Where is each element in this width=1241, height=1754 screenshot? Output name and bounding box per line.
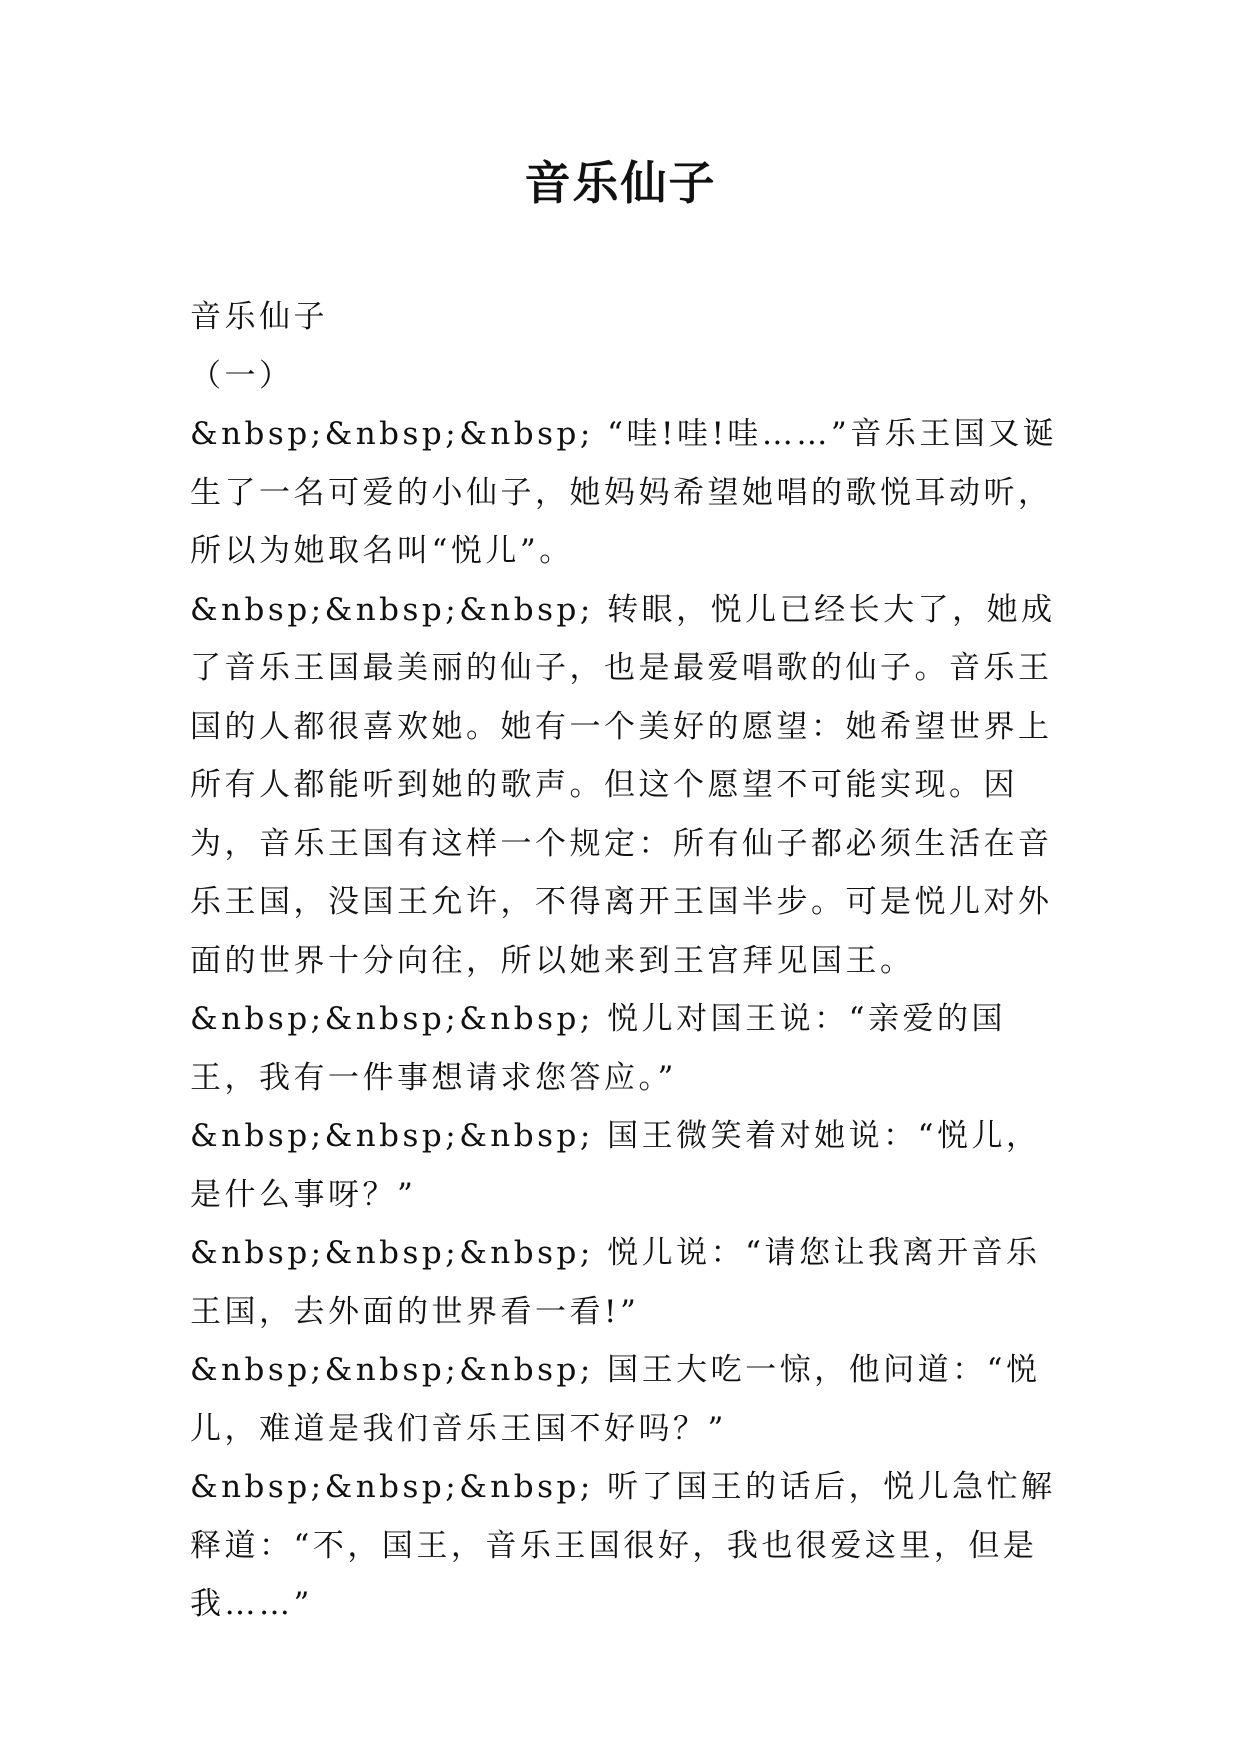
paragraph: 音乐仙子 (190, 299, 328, 335)
paragraph: &nbsp;&nbsp;&nbsp; 听了国王的话后，悦儿急忙解释道：“不，国王，音乐王国很好，我也很爱这里，但是我……” (190, 1469, 1056, 1622)
paragraph: &nbsp;&nbsp;&nbsp; 国王微笑着对她说：“悦儿，是什么事呀？” (190, 1118, 1041, 1213)
paragraph: &nbsp;&nbsp;&nbsp; 悦儿说：“请您让我离开音乐王国，去外面的世界看一看!” (190, 1235, 1041, 1330)
paragraph: （一） (190, 357, 294, 394)
paragraph: &nbsp;&nbsp;&nbsp; 国王大吃一惊，他问道：“悦儿，难道是我们音乐王国不好吗？” (190, 1352, 1041, 1447)
paragraph: &nbsp;&nbsp;&nbsp; 悦儿对国王说：“亲爱的国王，我有一件事想请求您答应。” (190, 1001, 1007, 1096)
document-body (190, 288, 1070, 1634)
paragraph: &nbsp;&nbsp;&nbsp; “哇!哇!哇……”音乐王国又诞生了一名可爱的小仙子，她妈妈希望她唱的歌悦耳动听，所以为她取名叫“悦儿”。 (190, 416, 1058, 569)
page-title: 音乐仙子 (524, 156, 717, 210)
paragraph: &nbsp;&nbsp;&nbsp; 转眼，悦儿已经长大了，她成了音乐王国最美丽的仙子，也是最爱唱歌的仙子。音乐王国的人都很喜欢她。她有一个美好的愿望：她希望世界上所有人都能听到她的歌声。但这个愿望不可能实现。因为，音乐王国有这样一个规定：所有仙子都必须生活在音乐王国，没国王允许，不得离开王国半步。可是悦儿对外面的世界十分向往，所以她来到王宫拜见国王。 (190, 591, 1056, 979)
